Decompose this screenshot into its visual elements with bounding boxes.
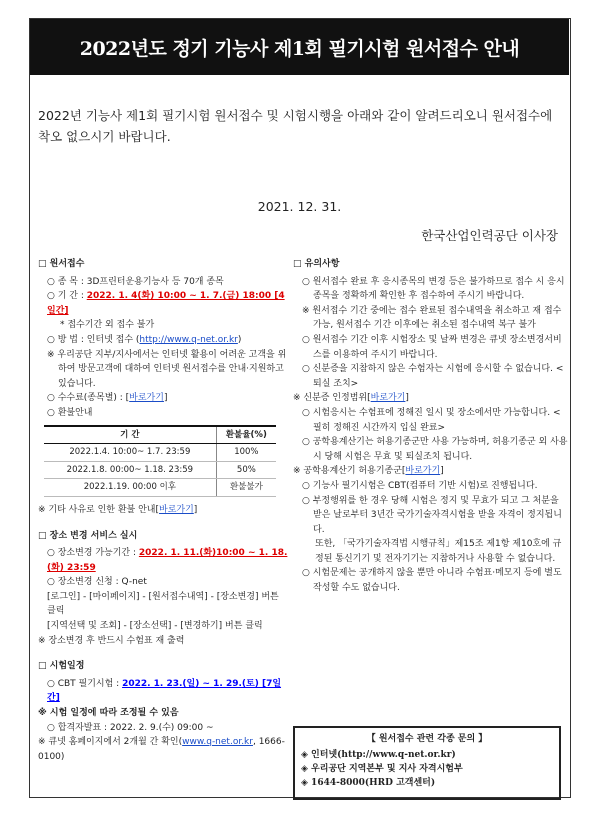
method-line bbox=[38, 333, 288, 348]
refund-heading: ○ 환불안내 bbox=[47, 407, 93, 418]
calculator-line bbox=[293, 464, 569, 479]
contact-box bbox=[293, 726, 561, 800]
fee-link[interactable]: 바로가기 bbox=[129, 393, 164, 404]
contact-line: ◈ 우리공단 지역본부 및 지사 자격시험부 bbox=[301, 764, 463, 774]
refund-period: 2022.1.19. 00:00 이후 bbox=[44, 479, 216, 497]
contact-line: ◈ 인터넷(http://www.q-net.or.kr) bbox=[301, 750, 456, 760]
table-row bbox=[44, 479, 276, 497]
intro-text: 2022년 기능사 제1회 필기시험 원서접수 및 시험시행을 아래와 같이 알려드리오니 원서접수에 착오 없으시기 바랍니다. bbox=[38, 108, 553, 144]
refund-table-header bbox=[44, 426, 276, 444]
refund-period: 2022.1.8. 00:00~ 1.18. 23:59 bbox=[44, 461, 216, 479]
section-heading-schedule: □ 시험일정 bbox=[38, 661, 85, 672]
issuer-signature: 한국산업인력공단 이사장 bbox=[421, 228, 558, 243]
refund-rate: 100% bbox=[216, 444, 276, 462]
branch-note: ※ 우리공단 지부/지사에서는 인터넷 활용이 어려운 고객을 위하여 방문고객에 대하여 인터넷 원서접수를 안내·지원하고 있습니다. bbox=[47, 349, 287, 389]
qnet-link[interactable]: http://www.q-net.or.kr bbox=[139, 334, 238, 345]
cbt-line bbox=[38, 677, 288, 706]
section-heading-notes: □ 유의사항 bbox=[293, 259, 340, 269]
refund-period: 2022.1.4. 10:00~ 1.7. 23:59 bbox=[44, 444, 216, 462]
fee-suffix: ] bbox=[163, 393, 168, 404]
result-qnet-link[interactable]: www.q-net.or.kr bbox=[182, 737, 253, 748]
id-range-link[interactable]: 바로가기 bbox=[370, 393, 406, 404]
refund-header-period: 기 간 bbox=[44, 426, 216, 444]
contact-line: ◈ 1644-8000(HRD 고객센터) bbox=[301, 778, 436, 788]
note-item: ※ 원서접수 기간 중에는 접수 완료된 접수내역을 취소하고 재 접수 가능, 원서접수 기간 이후에는 취소된 접수내역 복구 불가 bbox=[302, 305, 562, 331]
fee-line bbox=[38, 391, 288, 406]
change-period-line bbox=[38, 546, 288, 575]
note-item: 또한, 「국가기술자격법 시행규칙」제15조 제1항 제10호에 규정된 통신기기 및 전자기기는 지참하거나 사용할 수 없습니다. bbox=[315, 539, 562, 564]
contact-title: 【 원서접수 관련 각종 문의 】 bbox=[366, 734, 488, 744]
note-item: ○ 신분증을 지참하지 않은 수험자는 시험에 응시할 수 없습니다. <퇴실 조치> bbox=[302, 364, 564, 389]
calculator-link[interactable]: 바로가기 bbox=[405, 466, 441, 477]
period-label: ○ 기 간 : bbox=[47, 291, 87, 302]
refund-other-line bbox=[38, 503, 288, 518]
refund-other-label: ※ 기타 사유로 인한 환불 안내[ bbox=[38, 504, 159, 515]
section-heading-change: □ 장소 변경 서비스 실시 bbox=[38, 530, 138, 541]
note-item: ○ 부정행위를 한 경우 당해 시험은 정지 및 무효가 되고 그 처분을 받은 날로부터 3년간 국가기술자격시험을 받을 자격이 정지됩니다. bbox=[302, 495, 562, 535]
id-range-line bbox=[293, 391, 569, 406]
cbt-value: 2022. 1. 23.(일) ~ 1. 29.(토) [7일간] bbox=[47, 678, 282, 704]
refund-rate: 환불불가 bbox=[216, 479, 276, 497]
method-label: ○ 방 법 : 인터넷 접수 ( bbox=[47, 334, 140, 345]
refund-other-suffix: ] bbox=[193, 504, 198, 515]
result-note-suffix: , 1666-0100) bbox=[38, 737, 285, 762]
period-line bbox=[38, 289, 288, 318]
refund-header-rate: 환불율(%) bbox=[216, 426, 276, 444]
note-item: ○ 원서접수 기간 이후 시험장소 및 날짜 변경은 큐넷 장소변경서비스를 이용하여 주시기 바랍니다. bbox=[302, 334, 562, 360]
table-row bbox=[44, 461, 276, 479]
issue-date: 2021. 12. 31. bbox=[257, 199, 342, 214]
right-column bbox=[293, 255, 569, 596]
change-steps-2: [지역선택 및 조회] - [장소선택] - [변경하기] 버튼 클릭 bbox=[47, 621, 263, 632]
change-period-value: 2022. 1. 11.(화)10:00 ~ 1. 18.(화) 23:59 bbox=[47, 548, 288, 573]
refund-rate: 50% bbox=[216, 461, 276, 479]
calculator-label: ※ 공학용계산기 허용기종군[ bbox=[293, 466, 406, 477]
fee-label: ○ 수수료(종목별) : [ bbox=[47, 393, 130, 404]
section-heading-apply: □ 원서접수 bbox=[38, 259, 85, 269]
note-item: ○ 시험응시는 수험표에 정해진 일시 및 장소에서만 가능합니다. <필히 정해진 시간까지 입실 완료> bbox=[302, 407, 561, 433]
id-range-suffix: ] bbox=[405, 393, 409, 404]
cbt-note: ※ 시험 일정에 따라 조정될 수 있음 bbox=[38, 708, 179, 719]
result-note-line bbox=[38, 735, 288, 764]
refund-table bbox=[44, 425, 276, 497]
change-note: ※ 장소변경 후 반드시 수험표 재 출력 bbox=[38, 635, 185, 646]
table-row bbox=[44, 444, 276, 462]
change-apply-line: ○ 장소변경 신청 : Q-net bbox=[47, 577, 147, 588]
note-item: ○ 원서접수 완료 후 응시종목의 변경 등은 불가하므로 접수 시 응시종목을 정확하게 확인한 후 접수하여 주시기 바랍니다. bbox=[302, 276, 565, 302]
id-range-label: ※ 신분증 인정범위[ bbox=[293, 393, 371, 404]
page-title: 2022년도 정기 기능사 제1회 필기시험 원서접수 안내 bbox=[30, 19, 569, 75]
change-steps-1: [로그인] - [마이페이지] - [원서접수내역] - [장소변경] 버튼 클릭 bbox=[47, 591, 279, 617]
result-note-label: ※ 큐넷 홈페이지에서 2개월 간 확인( bbox=[38, 737, 183, 748]
calculator-suffix: ] bbox=[440, 466, 444, 477]
period-note: * 접수기간 외 접수 불가 bbox=[60, 320, 155, 331]
refund-other-link[interactable]: 바로가기 bbox=[159, 504, 194, 515]
cbt-label: ○ CBT 필기시험 : bbox=[47, 678, 123, 689]
note-item: ○ 기능사 필기시험은 CBT(컴퓨터 기반 시험)로 진행됩니다. bbox=[302, 480, 538, 491]
note-item: ○ 공학용계산기는 허용기종군만 사용 가능하며, 허용기종군 외 사용 시 당해 시험은 무효 및 퇴실조치 됩니다. bbox=[302, 437, 568, 462]
result-line: ○ 합격자발표 : 2022. 2. 9.(수) 09:00 ~ bbox=[47, 722, 214, 733]
change-period-label: ○ 장소변경 가능기간 : bbox=[47, 548, 139, 559]
period-value: 2022. 1. 4(화) 10:00 ~ 1. 7.(금) 18:00 [4일간] bbox=[47, 291, 285, 316]
notice-sheet bbox=[29, 18, 571, 798]
items-line: ○ 종 목 : 3D프린터운용기능사 등 70개 종목 bbox=[47, 276, 224, 287]
method-suffix: ) bbox=[237, 334, 242, 345]
note-item: ○ 시험문제는 공개하지 않을 뿐만 아니라 수험표·메모지 등에 별도 작성할 수도 없습니다. bbox=[302, 568, 562, 594]
left-column bbox=[38, 255, 288, 764]
